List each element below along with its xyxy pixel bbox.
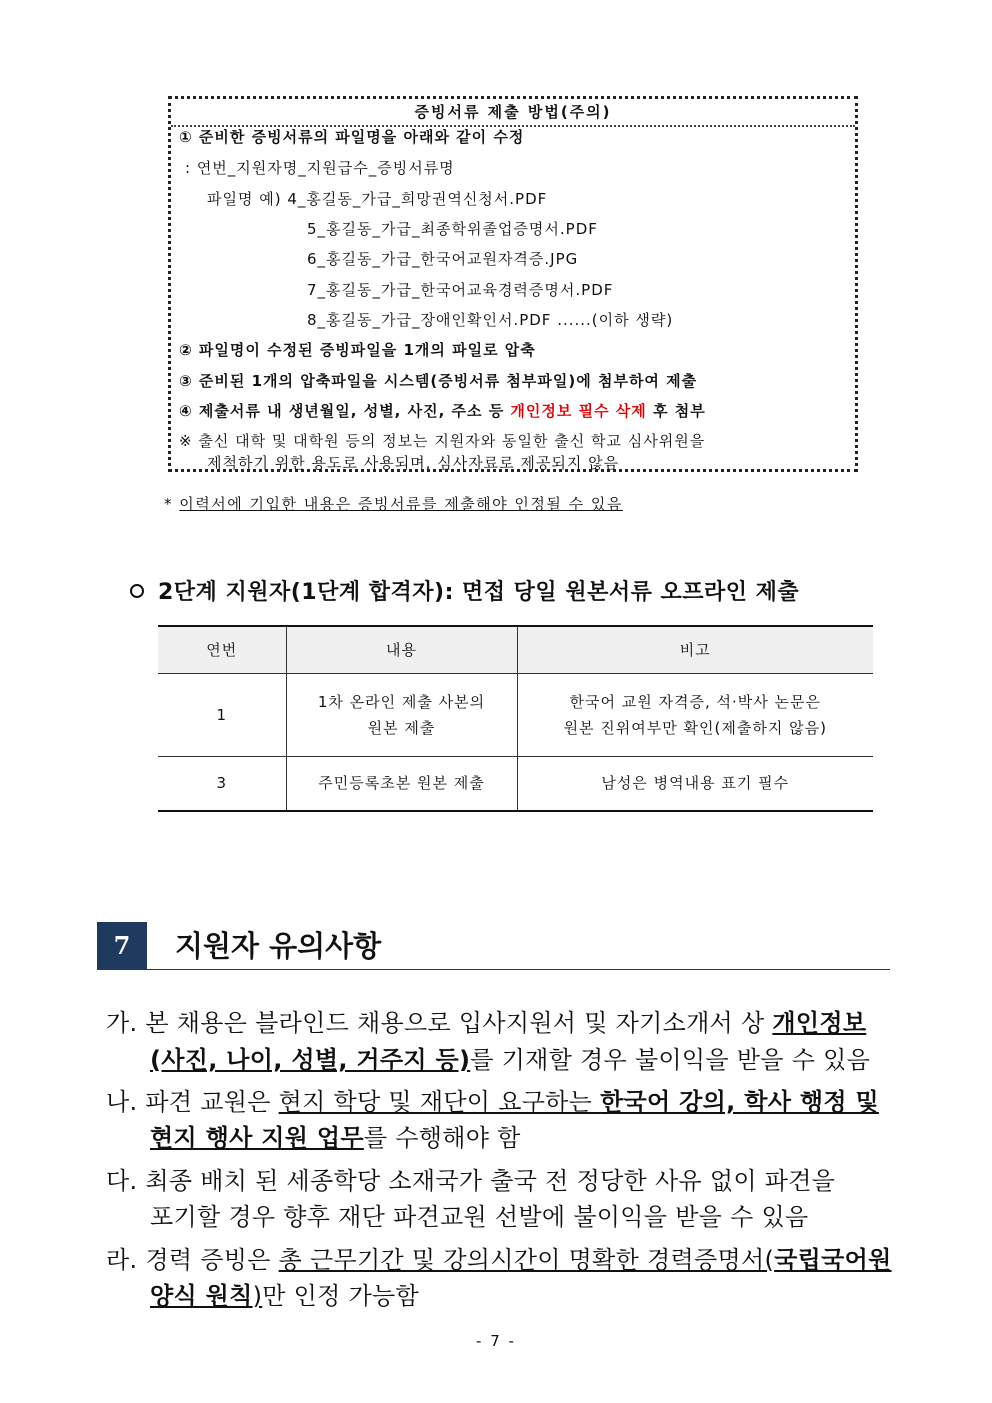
notice-item-da-line1: 다. 최종 배치 된 세종학당 소재국가 출국 전 정당한 사유 없이 파견을 [106, 1167, 836, 1195]
notice-item-ga-line1 [106, 1003, 866, 1038]
footnote [164, 493, 623, 514]
cell-line: 주민등록초본 원본 제출 [318, 774, 485, 793]
personal-info-warning: 개인정보 필수 삭제 [510, 402, 647, 420]
item-text: 가. 본 채용은 블라인드 채용으로 입사지원서 및 자기소개서 상 [106, 1009, 773, 1037]
notice-title: 증빙서류 제출 방법(주의) [171, 99, 855, 127]
notice-item-ga-line2 [150, 1040, 870, 1075]
example-file: 6_홍길동_가급_한국어교원자격증.JPG [307, 250, 579, 268]
column-header: 연번 [206, 641, 238, 660]
cell-line: 남성은 병역내용 표기 필수 [601, 774, 790, 793]
notice-item-ra-line1 [106, 1240, 892, 1275]
step-4-tail: 후 첨부 [646, 402, 706, 420]
notice-step-2: ② 파일명이 수정된 증빙파일을 1개의 파일로 압축 [179, 341, 536, 359]
row-note [517, 756, 873, 811]
column-header: 비고 [517, 626, 873, 673]
notice-step-4 [179, 400, 706, 421]
table-row [158, 756, 873, 811]
notice-note-line: 제척하기 위한 용도로 사용되며, 심사자료로 제공되지 않음 [207, 454, 620, 472]
item-underline: 현지 학당 및 재단이 요구하는 [278, 1088, 601, 1116]
example-file: 7_홍길동_가급_한국어교육경력증명서.PDF [307, 281, 614, 299]
notice-note-line: ※ 출신 대학 및 대학원 등의 정보는 지원자와 동일한 출신 학교 심사위원을 [179, 432, 706, 450]
cell-line: 원본 제출 [367, 718, 436, 737]
example-file: 4_홍길동_가급_희망권역신청서.PDF [287, 190, 548, 208]
item-text: 를 기재할 경우 불이익을 받을 수 있음 [470, 1046, 871, 1074]
notice-example-line [207, 188, 547, 209]
item-text: 나. 파견 교원은 [106, 1088, 279, 1116]
cell-line: 한국어 교원 자격증, 석·박사 논문은 [569, 692, 821, 711]
notice-item-da-line2: 포기할 경우 향후 재단 파견교원 선발에 불이익을 받을 수 있음 [150, 1203, 809, 1231]
stage2-heading-text: 2단계 지원자(1단계 합격자): 면접 당일 원본서류 오프라인 제출 [158, 580, 800, 605]
example-file: 8_홍길동_가급_장애인확인서.PDF ......(이하 생략) [307, 311, 674, 329]
footnote-star: * [164, 495, 180, 513]
item-text: 만 인정 가능함 [262, 1282, 420, 1310]
notice-item-na-line2 [150, 1118, 521, 1153]
section-number-badge: 7 [97, 922, 147, 970]
item-emphasis: 한국어 강의, 학사 행정 및 [600, 1088, 879, 1116]
item-emphasis: 국립국어원 [774, 1246, 892, 1274]
item-underline: ) [252, 1282, 263, 1310]
notice-item-ra-line2 [150, 1276, 419, 1311]
row-number: 1 [216, 705, 228, 724]
table-row [158, 673, 873, 756]
submission-notice-box [168, 96, 858, 472]
stage2-heading [130, 575, 799, 606]
column-header: 내용 [286, 626, 517, 673]
row-content [286, 673, 517, 756]
notice-step-3: ③ 준비된 1개의 압축파일을 시스템(증빙서류 첨부파일)에 첨부하여 제출 [179, 372, 698, 390]
cell-line: 원본 진위여부만 확인(제출하지 않음) [563, 718, 827, 737]
example-file: 5_홍길동_가급_최종학위졸업증명서.PDF [307, 220, 598, 238]
row-note [517, 673, 873, 756]
notice-filename-format: : 연번_지원자명_지원급수_증빙서류명 [185, 159, 455, 177]
notice-item-na-line1 [106, 1082, 879, 1117]
item-emphasis: 현지 행사 지원 업무 [150, 1124, 364, 1152]
page-number: - 7 - [476, 1332, 516, 1350]
section-title: 지원자 유의사항 [175, 929, 382, 963]
cell-line: 1차 온라인 제출 사본의 [317, 692, 486, 711]
item-emphasis: (사진, 나이, 성별, 거주지 등) [150, 1046, 471, 1074]
row-number: 3 [216, 774, 228, 793]
section-divider [97, 969, 890, 970]
circle-bullet-icon [130, 584, 144, 598]
table-header-row [158, 626, 873, 673]
original-documents-table [158, 625, 873, 812]
example-label: 파일명 예) [207, 190, 288, 208]
footnote-text: 이력서에 기입한 내용은 증빙서류를 제출해야 인정될 수 있음 [179, 495, 623, 513]
item-emphasis: 양식 원칙 [150, 1282, 253, 1310]
item-text: 라. 경력 증빙은 [106, 1246, 279, 1274]
item-emphasis: 개인정보 [772, 1009, 867, 1037]
row-content [286, 756, 517, 811]
item-text: 를 수행해야 함 [363, 1124, 521, 1152]
item-underline: 총 근무기간 및 강의시간이 명확한 경력증명서( [278, 1246, 775, 1274]
notice-step-1: ① 준비한 증빙서류의 파일명을 아래와 같이 수정 [179, 128, 525, 146]
step-4-text: ④ 제출서류 내 생년월일, 성별, 사진, 주소 등 [179, 402, 511, 420]
